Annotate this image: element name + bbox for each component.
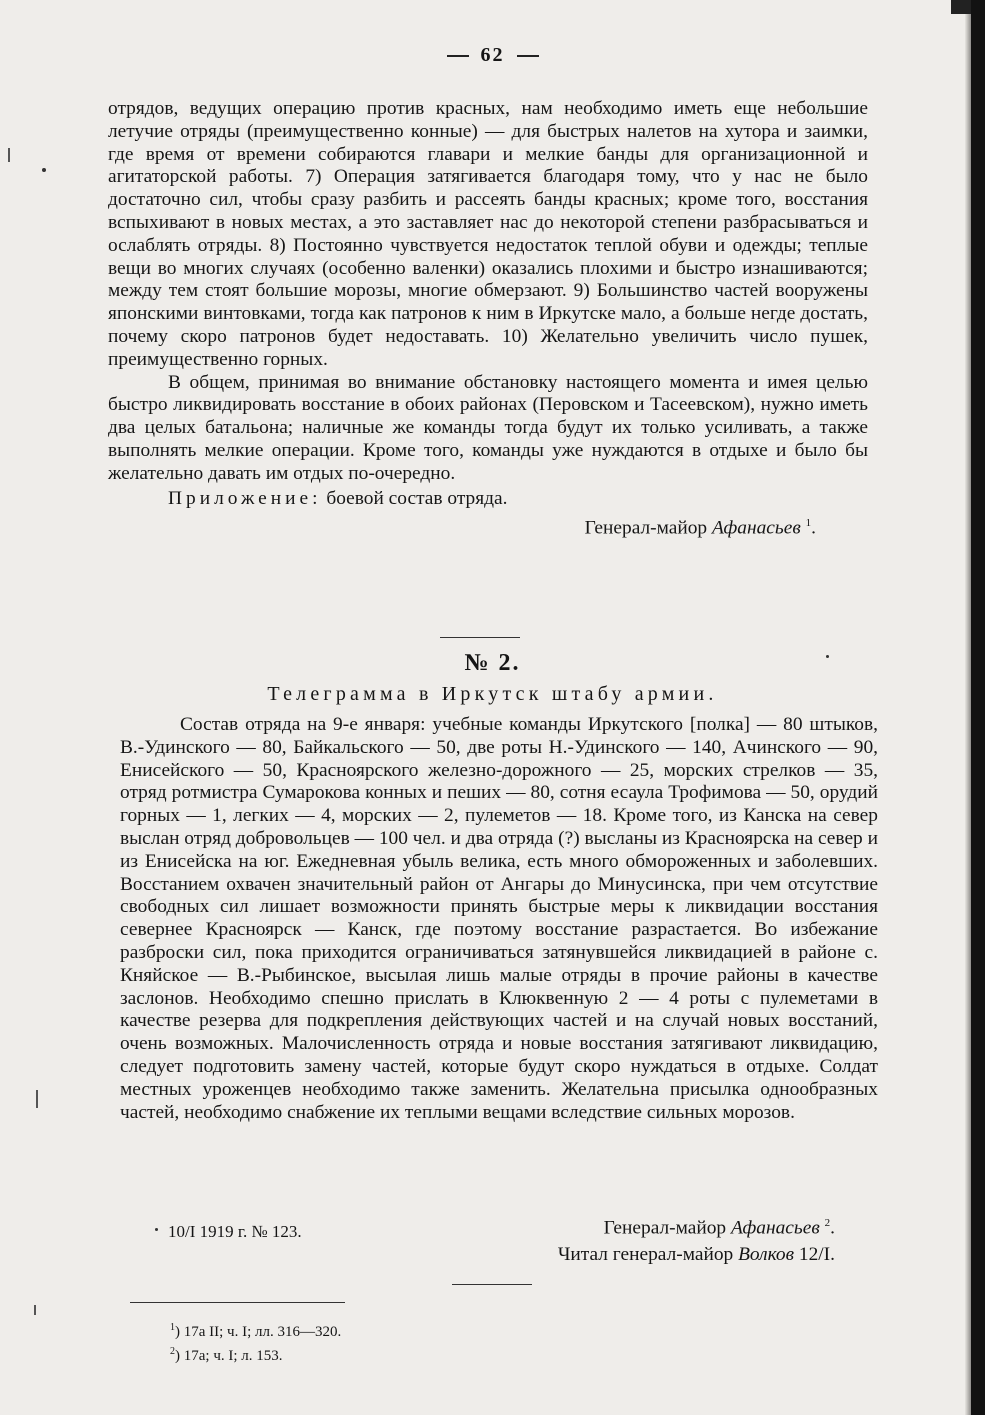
doc1-signature: [108, 512, 868, 540]
signature-period: .: [811, 517, 816, 539]
doc2-read-by: [558, 1241, 835, 1268]
footnotes: [170, 1318, 341, 1366]
scan-mark: [8, 148, 10, 162]
signature-period: .: [830, 1217, 835, 1239]
signature-name: Афанасьев: [711, 517, 801, 539]
signature-rank: Генерал-майор: [584, 517, 708, 539]
scan-speck: [155, 1228, 158, 1231]
section-divider: [452, 1284, 532, 1285]
doc1-appendix: [108, 488, 868, 511]
doc2-body: Состав отряда на 9-е января: учебные команды Иркутского [полка] — 80 штыков, В.-Удинского — 80, Байкальского — 50, две роты Н.-Удинского — 140, Ачинского — 90, Енисейского — 50, Красноярского железно-дорожного — 25, морских стрелков — 35, отряд ротмистра Сумарокова конных и пеших — 80, сотня есаула Трофимова — 50, орудий горных — 1, легких — 4, морских — 2, пулеметов — 18. Кроме того, из Канска на север выслан отряд добровольцев — 100 чел. и два отряда (?) высланы из Красноярска на север и из Енисейска на юг. Ежедневная убыль велика, есть много обмороженных и заболевших. Восстанием охвачен значительный район от Ангары до Минусинска, при чем отсутствие свободных сил лишает возможности принять быстрые меры к ликвидации восстания севернее Красноярск — Канск, где поэтому восстание разрастается. Во избежание разброски сил, пока приходится ограничиваться затянувшейся ликвидацией в районе с. Княйское — В.-Рыбинское, высылая лишь малые отряды в прочие районы в качестве заслонов. Необходимо спешно прислать в Клюквенную 2 — 4 роты с пулеметами в качестве резерва для подкрепления действующих частей и на случай новых восстаний, очень возможных. Малочисленность отряда и новые восстания затягивают ликвидацию, следует подготовить замену частей, которые будут скоро нуждаться в отдыхе. Солдат местных уроженцев необходимо также заменить. Желательна присылка однообразных частей, необходимо снабжение их теплыми вещами вследствие сильных морозов.: [120, 714, 878, 1123]
appendix-text: боевой состав отряда.: [326, 487, 508, 509]
telegram-date-number: 10/I 1919 г. № 123.: [168, 1222, 302, 1241]
footnote-item: [170, 1342, 341, 1366]
page-number-dash: [517, 55, 539, 57]
scan-mark: [36, 1090, 38, 1108]
footnote-text: ) 17а II; ч. I; лл. 316—320.: [175, 1324, 342, 1340]
signature-rank: Генерал-майор: [603, 1217, 727, 1239]
scan-speck: [42, 168, 46, 172]
footnote-ref: 1: [805, 517, 812, 530]
footnote-text: ) 17а; ч. I; л. 153.: [175, 1348, 283, 1364]
page-number: [0, 44, 985, 67]
document-1-text: [108, 98, 868, 541]
page-number-dash: [447, 55, 469, 57]
doc1-paragraph-summary: В общем, принимая во внимание обстановку настоящего момента и имея целью быстро ликвидировать восстание в обоих районах (Перовском и Тасеевском), нужно иметь два целых батальона; наличные же команды тогда будут их только усиливать, а также выполнять мелкие операции. Кроме того, команды уже нуждаются в отдыхе и было бы желательно давать им отдых по-очередно.: [108, 371, 868, 484]
read-date: 12/I.: [798, 1244, 835, 1266]
doc1-paragraph-continuation: отрядов, ведущих операцию против красных, нам необходимо иметь еще небольшие летучие отряды (преимущественно конные) — для быстрых налетов на хутора и заимки, где время от времени собираются главари и мелкие банды для организационной и агитаторской работы. 7) Операция затягивается благодаря тому, что у нас не было достаточно сил, чтобы сразу разбить и рассеять банды красных; кроме того, восстания вспыхивают в новых местах, а это заставляет нас до некоторой степени разбрасываться и ослаблять отряды. 8) Постоянно чувствуется недостаток теплой обуви и одежды; теплые вещи во многих случаях (особенно валенки) оказались плохими и быстро изнашиваются; между тем стоят большие морозы, многие обмерзают. 9) Большинство частей вооружены японскими винтовками, тогда как патронов к ним в Иркутске мало, а больше негде достать, почему скоро патронов будет недоставать. 10) Желательно увеличить число пушек, преимущественно горных.: [108, 98, 868, 370]
doc2-signatures: [558, 1210, 835, 1268]
section-divider: [440, 637, 520, 638]
page-edge-border: [971, 0, 985, 1415]
scan-mark: [34, 1305, 36, 1315]
document-2-text: [120, 714, 878, 1124]
scan-corner-mark: [951, 0, 971, 14]
document-2-number: № 2.: [464, 650, 521, 676]
appendix-label: Приложение:: [168, 487, 322, 509]
footnote-divider: [130, 1302, 345, 1303]
document-2-title: Телеграмма в Иркутск штабу армии.: [267, 683, 718, 705]
page-number-value: 62: [480, 44, 505, 66]
footnote-item: [170, 1318, 341, 1342]
signature-name: Афанасьев: [730, 1217, 820, 1239]
doc2-signature: [558, 1210, 835, 1241]
footnote-mark: 1: [170, 1322, 175, 1333]
footnote-mark: 2: [170, 1346, 175, 1357]
read-name: Волков: [738, 1244, 795, 1266]
footnote-ref: 2: [824, 1217, 831, 1229]
read-prefix: Читал генерал-майор: [557, 1244, 734, 1266]
